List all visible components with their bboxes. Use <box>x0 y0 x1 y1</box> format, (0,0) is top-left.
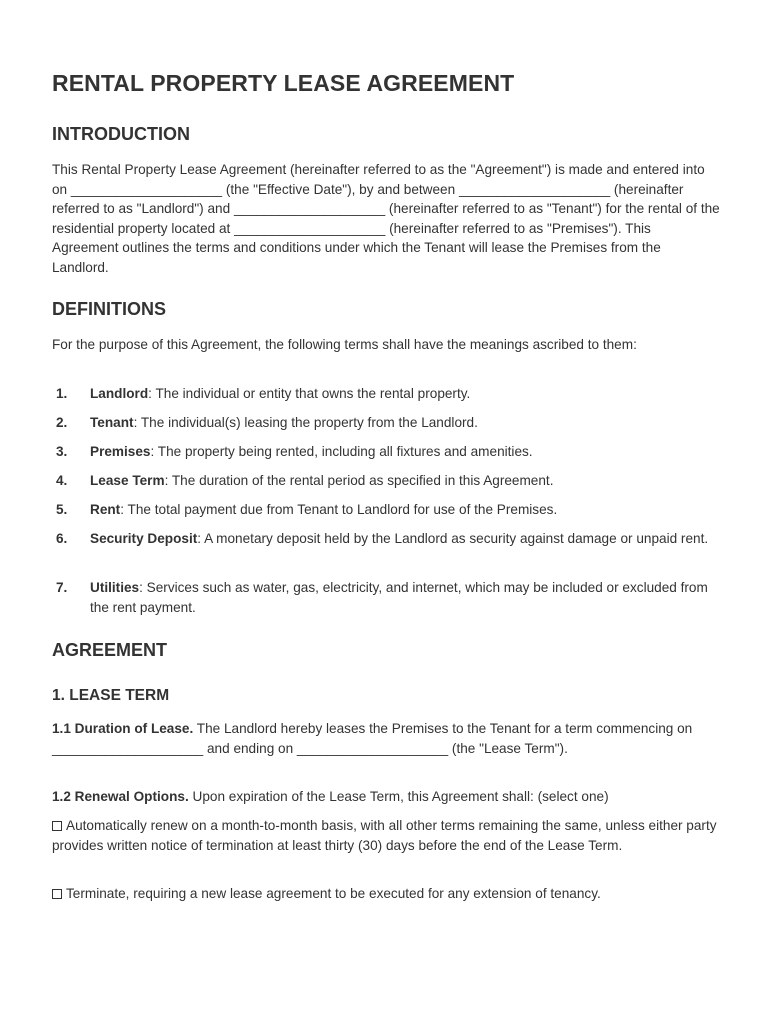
renewal-option-auto-renew <box>52 816 720 855</box>
introduction-heading: INTRODUCTION <box>52 124 190 144</box>
definition-term: Landlord <box>90 386 149 401</box>
definition-term: Security Deposit <box>90 531 198 546</box>
document-title: RENTAL PROPERTY LEASE AGREEMENT <box>52 70 515 96</box>
renewal-option-terminate <box>52 884 720 904</box>
definition-text: : The property being rented, including all fixtures and amenities. <box>150 444 533 459</box>
definition-text: : A monetary deposit held by the Landlord as security against damage or unpaid rent. <box>197 531 709 546</box>
definition-term: Utilities <box>90 580 140 595</box>
definition-item <box>52 384 720 404</box>
definition-term: Tenant <box>90 415 134 430</box>
definition-text: : The individual(s) leasing the property from the Landlord. <box>133 415 478 430</box>
definition-item <box>52 413 720 433</box>
definition-text: : The duration of the rental period as specified in this Agreement. <box>164 473 554 488</box>
definition-number: 3. <box>56 444 68 459</box>
renewal-options-label: 1.2 Renewal Options. <box>52 789 189 804</box>
definition-number: 7. <box>56 580 68 595</box>
renewal-options-text: Upon expiration of the Lease Term, this Agreement shall: (select one) <box>188 789 609 804</box>
terminate-option-text: Terminate, requiring a new lease agreement to be executed for any extension of tenancy. <box>66 886 601 901</box>
definition-text: : Services such as water, gas, electricity, and internet, which may be included or excluded from the rent payment. <box>90 580 708 615</box>
definition-term: Premises <box>90 444 151 459</box>
renewal-options-clause <box>52 787 720 807</box>
definition-item <box>52 500 720 520</box>
duration-of-lease-clause <box>52 719 720 758</box>
definitions-heading: DEFINITIONS <box>52 299 167 319</box>
definition-number: 2. <box>56 415 68 430</box>
definition-item <box>52 578 720 617</box>
definition-item <box>52 442 720 462</box>
agreement-heading: AGREEMENT <box>52 640 168 660</box>
definitions-intro: For the purpose of this Agreement, the following terms shall have the meanings ascribed to them: <box>52 337 637 352</box>
introduction-text: This Rental Property Lease Agreement (hereinafter referred to as the "Agreement") is made and entered into on ____________________ (the "Effective Date"), by and between ____________________ (hereinafter referred to as "Landlord") and ____________________ (hereinafter referred to as "Tenant") for the rental of the residential property located at ____________________ (hereinafter referred to as "Premises"). This Agreement outlines the terms and conditions under which the Tenant will lease the Premises from the Landlord. <box>52 162 720 275</box>
definition-text: : The individual or entity that owns the rental property. <box>148 386 471 401</box>
definition-term: Rent <box>90 502 121 517</box>
duration-of-lease-label: 1.1 Duration of Lease. <box>52 721 194 736</box>
definition-number: 6. <box>56 531 68 546</box>
auto-renew-option-text: Automatically renew on a month-to-month basis, with all other terms remaining the same, unless either party provides written notice of termination at least thirty (30) days before the end of the Lease Term. <box>52 818 717 853</box>
lease-term-heading: 1. LEASE TERM <box>52 687 170 704</box>
terminate-checkbox[interactable] <box>52 889 62 899</box>
definition-number: 4. <box>56 473 68 488</box>
definition-number: 5. <box>56 502 68 517</box>
duration-of-lease-text: The Landlord hereby leases the Premises to the Tenant for a term commencing on ____________________ and ending on ____________________ (the "Lease Term"). <box>52 721 693 756</box>
definition-number: 1. <box>56 386 68 401</box>
definition-text: : The total payment due from Tenant to Landlord for use of the Premises. <box>120 502 558 517</box>
auto-renew-checkbox[interactable] <box>52 821 62 831</box>
definition-item <box>52 471 720 491</box>
definition-term: Lease Term <box>90 473 165 488</box>
definition-item <box>52 529 720 549</box>
